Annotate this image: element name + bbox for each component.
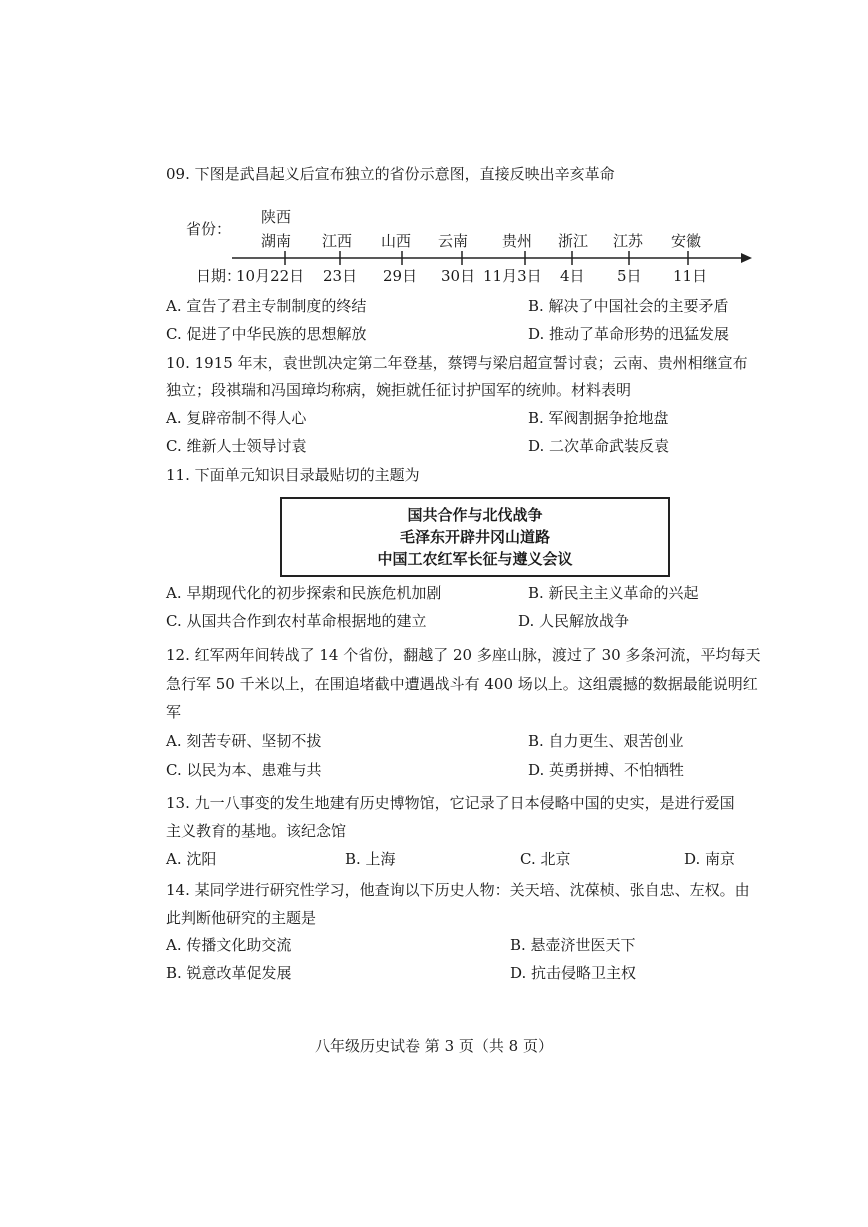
date-label: 日期： <box>196 267 242 285</box>
q12-option-d: D. 英勇拼搏、不怕牺牲 <box>528 761 685 779</box>
q10-stem-line1: 10. 1915 年末，袁世凯决定第二年登基，蔡锷与梁启超宣誓讨袁；云南、贵州相继宣布 <box>166 354 748 372</box>
q14-option-c: B. 锐意改革促发展 <box>166 964 292 982</box>
q09-timeline <box>0 0 868 300</box>
q11-content-box <box>280 497 670 577</box>
province-yunnan: 云南 <box>438 232 469 250</box>
q13-option-c: C. 北京 <box>520 850 571 868</box>
date-oct22: 10月22日 <box>236 267 305 285</box>
q11-stem: 11. 下面单元知识目录最贴切的主题为 <box>166 466 420 484</box>
q11-option-b: B. 新民主主义革命的兴起 <box>528 584 699 602</box>
q09-option-c: C. 促进了中华民族的思想解放 <box>166 325 367 343</box>
date-nov3: 11月3日 <box>483 267 542 285</box>
q10-option-d: D. 二次革命武装反袁 <box>528 437 670 455</box>
q09-option-b: B. 解决了中国社会的主要矛盾 <box>528 297 729 315</box>
q14-option-a: A. 传播文化助交流 <box>166 936 292 954</box>
province-guizhou: 贵州 <box>502 232 533 250</box>
box-line-3: 中国工农红军长征与遵义会议 <box>377 550 573 568</box>
page-footer: 八年级历史试卷 第 3 页（共 8 页） <box>315 1037 553 1055</box>
q13-option-b: B. 上海 <box>345 850 396 868</box>
q12-option-b: B. 自力更生、艰苦创业 <box>528 732 684 750</box>
timeline-arrow <box>741 253 752 263</box>
date-5: 5日 <box>617 267 642 285</box>
q14-stem-line1: 14. 某同学进行研究性学习，他查询以下历史人物：关天培、沈葆桢、张自忠、左权。由 <box>166 881 750 899</box>
province-label: 省份： <box>186 220 232 238</box>
q09-option-d: D. 推动了革命形势的迅猛发展 <box>528 325 730 343</box>
q14-option-b: B. 悬壶济世医天下 <box>510 936 636 954</box>
q13-stem-line1: 13. 九一八事变的发生地建有历史博物馆，它记录了日本侵略中国的史实，是进行爱国 <box>166 794 735 812</box>
q12-stem-line3: 军 <box>166 703 182 721</box>
q11-option-c: C. 从国共合作到农村革命根据地的建立 <box>166 612 427 630</box>
province-shanxi: 山西 <box>381 232 412 250</box>
q12-option-c: C. 以民为本、患难与共 <box>166 761 322 779</box>
box-line-2: 毛泽东开辟井冈山道路 <box>399 528 550 546</box>
q14-option-d: D. 抗击侵略卫主权 <box>510 964 637 982</box>
province-hunan: 湖南 <box>261 232 292 250</box>
q11-option-d: D. 人民解放战争 <box>518 612 630 630</box>
q12-stem-line1: 12. 红军两年间转战了 14 个省份，翻越了 20 多座山脉，渡过了 30 多条河流，平均每天 <box>166 646 761 664</box>
q10-stem-line2: 独立；段祺瑞和冯国璋均称病，婉拒就任征讨护国军的统帅。材料表明 <box>166 381 632 399</box>
date-11: 11日 <box>673 267 708 285</box>
date-4: 4日 <box>560 267 585 285</box>
province-zhejiang: 浙江 <box>558 232 589 250</box>
q13-stem-line2: 主义教育的基地。该纪念馆 <box>166 822 347 840</box>
q13-option-a: A. 沈阳 <box>166 850 217 868</box>
date-29: 29日 <box>383 267 418 285</box>
province-anhui: 安徽 <box>671 232 702 250</box>
q12-option-a: A. 刻苦专研、坚韧不拔 <box>166 732 322 750</box>
q10-option-c: C. 维新人士领导讨袁 <box>166 437 307 455</box>
date-30: 30日 <box>441 267 476 285</box>
q12-stem-line2: 急行军 50 千米以上，在围追堵截中遭遇战斗有 400 场以上。这组震撼的数据最能说明红 <box>166 675 758 693</box>
province-shaanxi: 陕西 <box>261 208 292 226</box>
box-line-1: 国共合作与北伐战争 <box>407 506 543 524</box>
date-23: 23日 <box>323 267 358 285</box>
q10-option-b: B. 军阀割据争抢地盘 <box>528 409 669 427</box>
province-jiangxi: 江西 <box>322 232 353 250</box>
q14-stem-line2: 此判断他研究的主题是 <box>166 909 317 927</box>
q10-option-a: A. 复辟帝制不得人心 <box>166 409 307 427</box>
province-jiangsu: 江苏 <box>613 232 644 250</box>
q09-option-a: A. 宣告了君主专制制度的终结 <box>166 297 367 315</box>
q13-option-d: D. 南京 <box>684 850 736 868</box>
q11-option-a: A. 早期现代化的初步探索和民族危机加剧 <box>166 584 442 602</box>
q09-stem: 09. 下图是武昌起义后宣布独立的省份示意图，直接反映出辛亥革命 <box>166 165 615 183</box>
